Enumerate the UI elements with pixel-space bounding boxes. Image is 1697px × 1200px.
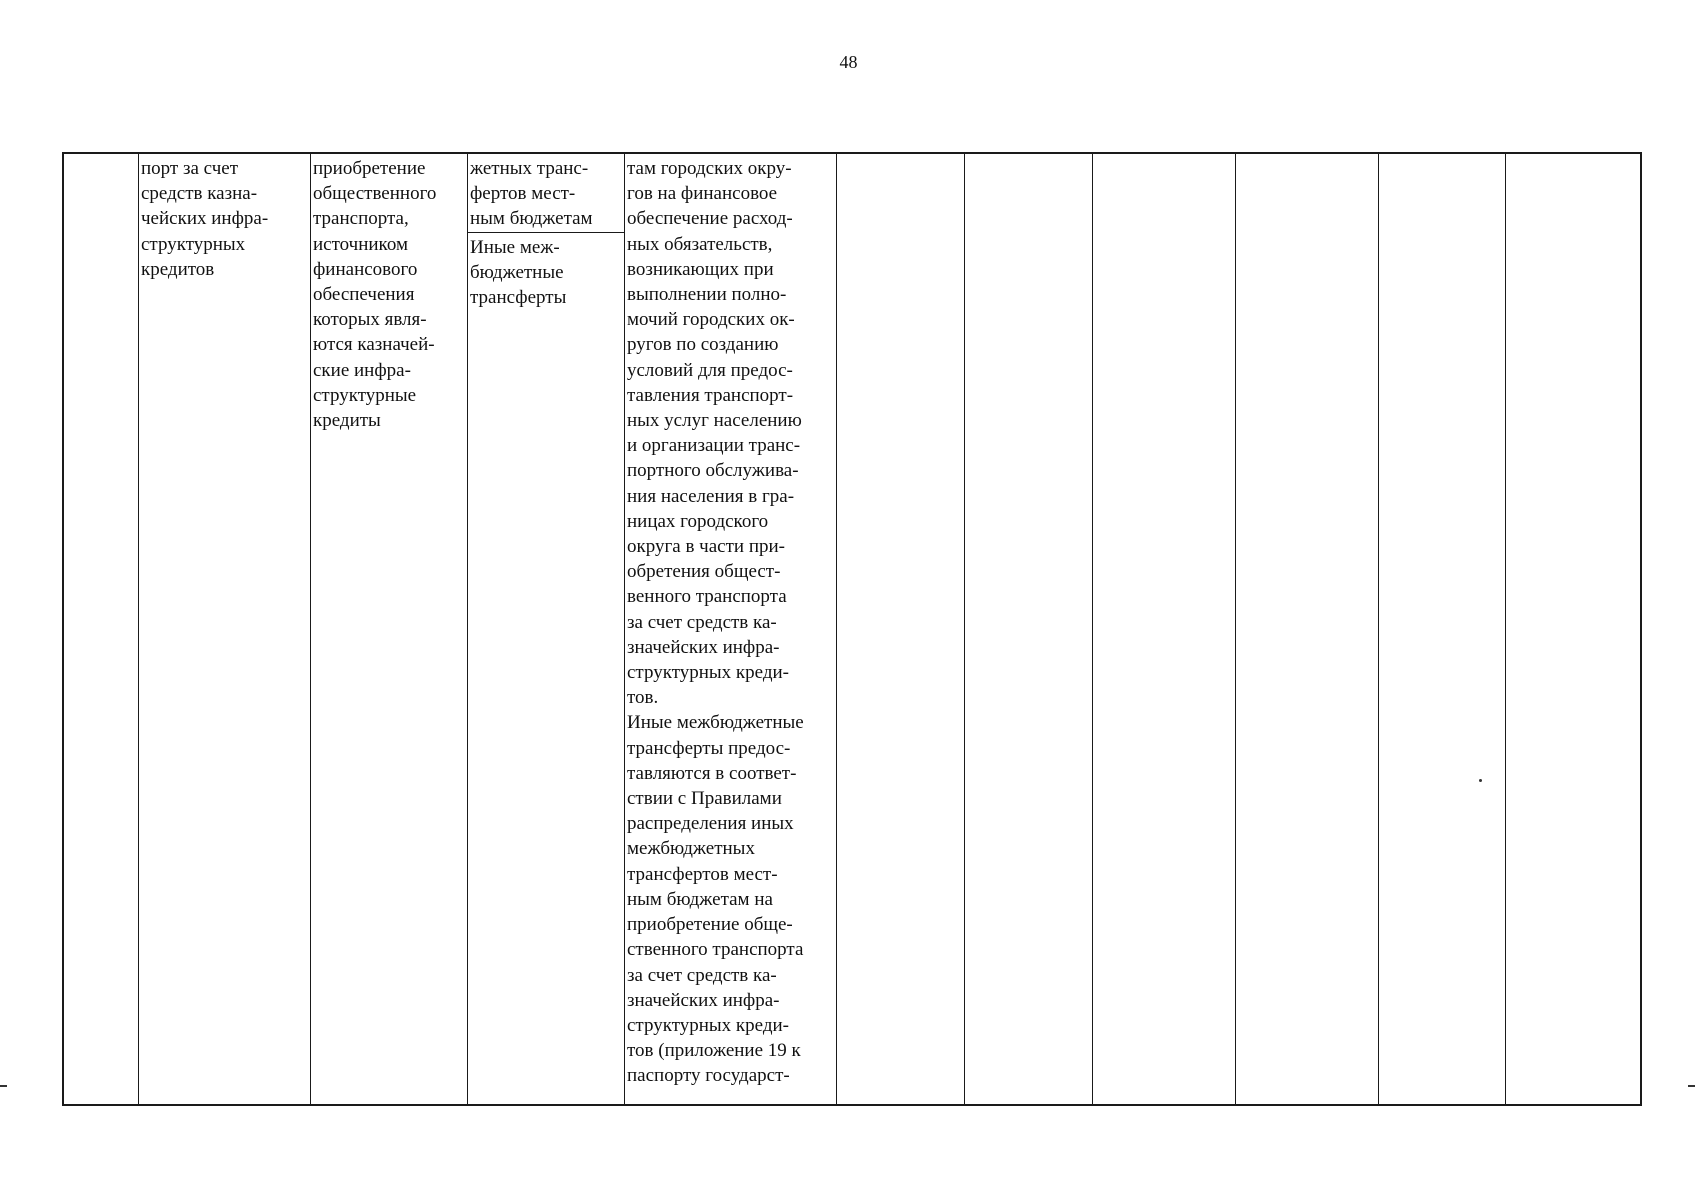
- cell-text-result: порт за счет средств казна- чейских инфра- структурных кредитов: [141, 158, 269, 280]
- table-column-empty-7: [1505, 154, 1642, 1104]
- cell-text-transfer-type-bottom: Иные меж- бюджетные трансферты: [470, 236, 567, 309]
- table-column-empty-2: [836, 154, 964, 1104]
- scan-mark-right: [1688, 1085, 1695, 1087]
- table-column-empty-5: [1235, 154, 1378, 1104]
- page-number: 48: [839, 52, 858, 72]
- cell-text-description: приобретение общественного транспорта, источником финансового обеспечения которых явля- ются казначей- ские инфра- структурные кредиты: [313, 158, 437, 432]
- continuation-table: [62, 152, 1642, 1106]
- table-cell-result: [138, 154, 310, 1104]
- table-column-empty-6: [1378, 154, 1505, 1104]
- subcell-transfer-type-top: [468, 154, 624, 233]
- table-column-empty-1: [64, 154, 138, 1104]
- scan-speck: [1479, 779, 1482, 782]
- cell-text-provision-terms: там городских окру- гов на финансовое обеспечение расход- ных обязательств, возникающих при выполнении полно- мочий городских ок- ругов по созданию условий для предос- тавления транспорт- ных услуг населению и организации транс- портного обслужива- ния населения в гра- ницах городского округа в части при- обретения общест- венного транспорта за счет средств ка- значейских инфра- структурных креди- тов. Иные межбюджетные трансферты предос- тавляются в соответ- ствии с Правилами распределения иных межбюджетных трансфертов мест- ным бюджетам на приобретение обще- ственного транспорта за счет средств ка- значейских инфра- структурных креди- тов (приложение 19 к паспорту государст-: [627, 158, 804, 1087]
- scan-mark-left: [0, 1085, 7, 1087]
- table-cell-provision-terms: [624, 154, 836, 1104]
- table-cell-description: [310, 154, 467, 1104]
- table-cell-transfer-type: [467, 154, 624, 1104]
- table-column-empty-4: [1092, 154, 1235, 1104]
- table-column-empty-3: [964, 154, 1092, 1104]
- cell-text-transfer-type-top: жетных транс- фертов мест- ным бюджетам: [470, 158, 593, 230]
